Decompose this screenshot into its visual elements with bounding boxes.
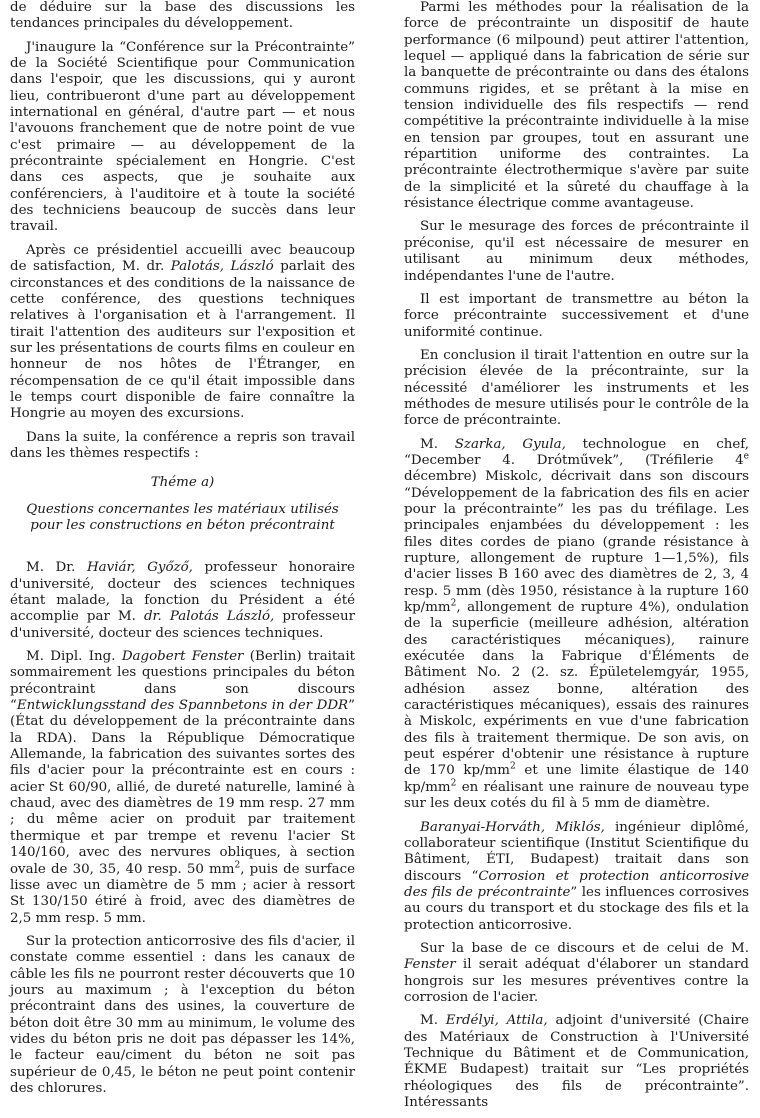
text-run: il serait adéquat d'élaborer un standard hongrois sur les mesures préventives contre la corrosion de l'acier.: [404, 957, 749, 1005]
superscript: 2: [510, 762, 516, 772]
person-name: Fenster: [404, 957, 456, 973]
paragraph: J'inaugure la “Conférence sur la Précontrainte” de la Société Scientifique pour Communication dans l'espoir, que les discussions, qui y auront lieu, contribueront d'une part au développement international en général, d'autre part — et nous l'avouons franchement que de notre point de vue c'est primaire — au développement de la précontrainte spécialement en Hongrie. C'est dans ces aspects, que je souhaite aux conférenciers, à l'auditoire et à toute la société des techniciens beaucoup de succès dans leur travail.: [10, 39, 355, 235]
paragraph: [404, 437, 749, 813]
paragraph: [10, 243, 355, 423]
person-name: Erdélyi, Attila,: [445, 1013, 548, 1029]
lecture-title: Corrosion et protection anticorrosive des fils de précontrainte: [404, 868, 749, 900]
paragraph: Parmi les méthodes pour la réalisation de la force de précontrainte un dispositif de haute performance (6 milpound) peut attirer l'attention, lequel — appliqué dans la fabrication de série sur la banquette de précontrainte ou dans des étalons communs rigides, et se prêtant à la mise en tension individuelle des fils respectifs — rend compétitive la précontrainte individuelle à la mise en tension par groupes, tout en assurant une répartition uniforme des contraintes. La précontrainte électrothermique s'avère par suite de la simplicité et la sûreté du chauffage à la résistance électrique comme avantageuse.: [404, 0, 749, 212]
text-run: M. Dr.: [26, 560, 87, 576]
person-name: Baranyai-Horváth, Miklós,: [420, 819, 605, 835]
right-column: [404, 0, 749, 1118]
text-run: décembre) Miskolc, décrivait dans son discours “Développement de la fabrication des fils en acier pour la précontrainte” les pas du tréfilage. Les principales enjambées du développement : les files dites cordes de piano (grande résistance à rupture, allongement de rupture 1—1,5%), fils d'acier lisses B 160 avec des diamètres de 2, 3, 4 resp. 5 mm (dès 1950, résistance à la rupture 160 kp/mm: [404, 469, 749, 616]
text-run: et une limite élastique de 140 kp/mm: [404, 763, 749, 795]
theme-letter: a): [196, 475, 215, 491]
person-name: Haviár, Győző,: [86, 560, 193, 576]
superscript: 2: [450, 598, 457, 609]
text-run: parlait des circonstances et des conditions de la naissance de cette conférence, des questions techniques relatives à l'organisation et à l'arrangement. Il tirait l'attention des auditeurs sur l'exposition et sur les présentations de courts films en couleur en honneur de nos hôtes de l'Étranger, en récompensation de ce qu'il était impossible dans le temps court disponible de faire connaître la Hongrie au moyen des excursions.: [10, 259, 355, 422]
person-name: Palotás, László: [170, 259, 274, 275]
text-run: Après ce présidentiel accueilli avec beaucoup de satisfaction, M. dr.: [10, 242, 355, 275]
superscript: e: [743, 451, 749, 462]
text-run: ” les influences corrosives au cours du transport et du stockage des fils et la protection anticorrosive.: [404, 884, 749, 933]
text-run: en réalisant une rainure de nouveau type sur les deux cotés du fil à 5 mm de diamètre.: [404, 779, 749, 812]
paragraph: Il est important de transmettre au béton la force précontrainte successivement et d'une uniformité continue.: [404, 291, 749, 340]
text-run: ingénieur diplômé, collaborateur scientifique (Institut Scientifique du Bâtiment, ÉTI, Budapest) traitait dans son discours “: [404, 819, 749, 884]
theme-subtitle-line-2: pour les constructions en béton précontraint: [30, 517, 335, 533]
superscript: 2: [450, 778, 457, 789]
left-column: [10, 0, 355, 1104]
text-run: professeur honoraire d'université, docteur des sciences techniques étant malade, la fonction du Président a été accomplie par M.: [10, 560, 355, 625]
theme-heading: [10, 475, 355, 491]
text-run: , allongement de rupture 4%), ondulation de la superficie (meilleure adhésion, altération des caractéristiques mécaniques), rainure exécutée dans la Fabrique d'Éléments de Bâtiment No. 2 (2. sz. Épületelemgyár, 1955, adhésion assez bonne, altération des caractéristiques mécaniques), essais des rainures à Miskolc, expériments en vue d'une fabrication des fils à traitement thermique. De son avis, on peut espérer d'obtenir une résistance à rupture de 170 kp/mm: [404, 600, 749, 779]
person-name: Dagobert Fenster: [121, 649, 244, 665]
paragraph: En conclusion il tirait l'attention en outre sur la précision élevée de la précontrainte, sur la nécessité d'améliorer les instruments et les méthodes de mesure utilisés pour le contrôle de la force de précontrainte.: [404, 347, 749, 429]
paragraph: [10, 649, 355, 927]
theme-subtitle-line-1: Questions concernantes les matériaux utilisés: [26, 501, 339, 517]
text-run: adjoint d'université (Chaire des Matériaux de Construction à l'Université Technique du Bâtiment et de Communication, ÉKME Budapest) traitait sur “Les propriétés rhéologiques des fils de précontrainte”. Intéressants: [404, 1013, 749, 1110]
paragraph: [404, 941, 749, 1006]
text-run: M.: [420, 436, 455, 452]
person-name: dr. Palotás László,: [143, 609, 275, 625]
text-run: Sur la base de ce discours et de celui de M.: [420, 940, 749, 956]
theme-word: Théme: [150, 475, 197, 491]
lecture-title: Entwicklungsstand des Spannbetons in der DDR: [16, 698, 349, 714]
text-run: M. Dipl. Ing.: [26, 649, 122, 665]
text-run: ” (État du développement de la précontrainte dans la RDA). Dans la République Démocratique Allemande, la fabrication des suivantes sortes des fils d'acier pour la précontrainte est en cours : acier St 60/90, allié, de dureté naturelle, laminé à chaud, avec des diamètres de 19 mm resp. 27 mm ; du même acier on produit par traitement thermique et par trempe et revenu l'acier St 140/160, avec des nervures obliques, à section ovale de 30, 35, 40 resp. 50 mm: [10, 698, 355, 877]
paragraph: de déduire sur la base des discussions les tendances principales du développement.: [10, 0, 355, 32]
text-run: M.: [420, 1013, 446, 1029]
text-run: professeur d'université, docteur des sciences techniques.: [10, 609, 355, 641]
text-run: (Berlin) traitait sommairement les questions principales du béton précontraint dans son discours “: [10, 649, 355, 714]
paragraph: Sur la protection anticorrosive des fils d'acier, il constate comme essentiel : dans les canaux de câble les fils ne pourront rester découverts que 10 jours au maximum ; à l'exception du béton précontraint dans des usines, la couverture de béton doit être 30 mm au minimum, le volume des vides du béton pris ne doit pas dépasser les 14%, le facteur eau/ciment du béton ne soit pas supérieur de 0,45, le béton ne peut point contenir des chlorures.: [10, 933, 355, 1096]
paragraph: [10, 560, 355, 642]
superscript: 2: [234, 860, 241, 871]
paragraph: [404, 820, 749, 934]
person-name: Szarka, Gyula,: [454, 436, 566, 452]
paragraph: Sur le mesurage des forces de précontrainte il préconise, qu'il est nécessaire de mesurer en utilisant au minimum deux méthodes, indépendantes l'une de l'autre.: [404, 219, 749, 284]
text-run: , puis de surface lisse avec un diamètre de 5 mm ; acier à ressort St 130/150 étiré à froid, avec des diamètres de 2,5 mm resp. 5 mm.: [10, 861, 355, 926]
theme-subtitle: [10, 502, 355, 535]
text-run: technologue en chef, “December 4. Drótművek”, (Tréfilerie 4: [404, 436, 749, 468]
paragraph: Dans la suite, la conférence a repris son travail dans les thèmes respectifs :: [10, 429, 355, 461]
paragraph: [404, 1013, 749, 1111]
